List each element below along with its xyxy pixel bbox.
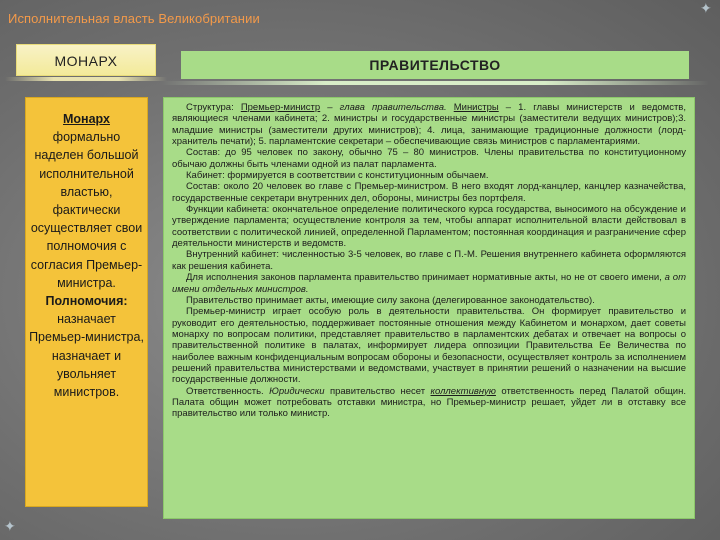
monarch-subject: Монарх — [63, 112, 110, 126]
responsibility-paragraph: Ответственность. Юридически правительство несет коллективную ответственность перед Палатой общин. Палата общин может потребовать отставки министра, но Премьер-министр решает, уйдет ли в отставку все правительство или только министр. — [172, 385, 686, 420]
monarch-panel — [25, 97, 148, 507]
structure-paragraph: Структура: Премьер-министр – глава правительства. Министры – 1. главы министерств и ведомств, являющиеся членами кабинета; 2. министры и государственные министры (заместители ведущих министров);3. младшие министры (заместители других министров); 4. лица, занимающие традиционные должности (лорд-хранитель печати); 5. парламентские секретари – обеспечивающие связь министров с парламентариями. — [172, 102, 686, 148]
prime-minister-paragraph: Премьер-министр играет особую роль в деятельности правительства. Он формирует правительство и руководит его деятельностью, поддерживает постоянные отношения между Кабинетом и монархом, дает советы монарху по вопросам политики, представляет правительство в парламентских дебатах и отвечает на вопросы о правительственной политике в палатах, информирует лидера оппозиции Правительства Ее Величества по наиболее важным конфиденциальным вопросам обороны и безопасности, осуществляет контроль за исполнением решений правительства министерствами и ведомствами, участвует в принятии решений о назначении на высшие государственные должности. — [172, 306, 686, 386]
cabinet-composition-paragraph: Состав: около 20 человек во главе с Премьер-министром. В него входят лорд-канцлер, канцлер казначейства, государственные секретари внутренних дел, обороны, министры без портфеля. — [172, 181, 686, 204]
monarch-description: формально наделен большой исполнительной властью, фактически осуществляет свои полномочия с согласия Премьер-министра. — [30, 130, 143, 290]
monarch-powers-label: Полномочия: — [45, 294, 128, 309]
inner-cabinet-paragraph: Внутренний кабинет: численностью 3-5 человек, во главе с П.-М. Решения внутреннего кабинета оформляются как решения кабинета. — [172, 249, 686, 272]
sparkle-icon: ✦ — [700, 1, 712, 17]
acts-paragraph: Для исполнения законов парламента правительство принимает нормативные акты, но не от своего имени, а от имени отдельных министров. — [172, 272, 686, 295]
sparkle-icon: ✦ — [4, 519, 16, 535]
slide-title: Исполнительная власть Великобритании — [8, 11, 260, 26]
government-header: ПРАВИТЕЛЬСТВО — [181, 51, 689, 79]
government-panel — [163, 97, 695, 519]
monarch-powers-text: назначает Премьер-министра, назначает и увольняет министров. — [29, 312, 144, 400]
monarch-header: МОНАРХ — [16, 44, 156, 76]
cabinet-paragraph: Кабинет: формируется в соответствии с конституционным обычаем. — [186, 170, 489, 182]
cabinet-functions-paragraph: Функции кабинета: окончательное определение политического курса государства, выносимого на обсуждение и утверждение парламента; осуществление контроля за тем, чтобы аппарат исполнительной власти действовал в соответствии с политической линией, определенной Парламентом; постоянная координация и разграничение сфер деятельности министерств и ведомств. — [172, 204, 686, 250]
composition-paragraph: Состав: до 95 человек по закону, обычно 75 – 80 министров. Члены правительства по конституционному обычаю должны быть членами одной из палат парламента. — [172, 147, 686, 170]
delegated-legislation-paragraph: Правительство принимает акты, имеющие силу закона (делегированное законодательство). — [186, 294, 595, 306]
